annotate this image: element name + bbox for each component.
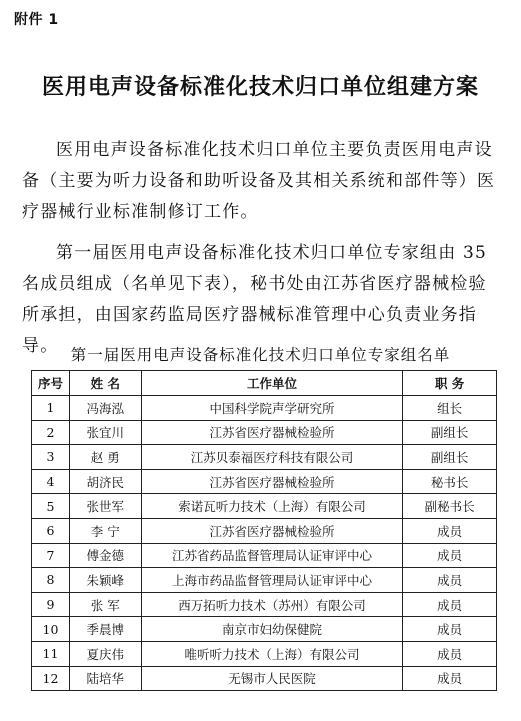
cell-position: 成员: [403, 666, 497, 691]
table-row: [32, 666, 497, 691]
cell-number: 5: [32, 494, 70, 519]
page-title: 医用电声设备标准化技术归口单位组建方案: [41, 75, 479, 100]
cell-position: 成员: [403, 568, 497, 593]
cell-organization: 江苏省医疗器械检验所: [141, 420, 403, 445]
cell-position: 副秘书长: [403, 494, 497, 519]
table-row: [32, 420, 497, 445]
cell-position: 成员: [403, 518, 497, 543]
header-number: 序号: [32, 371, 70, 396]
table-row: [32, 543, 497, 568]
cell-position: 副组长: [403, 445, 497, 470]
paragraph-composition: 第一届医用电声设备标准化技术归口单位专家组由 35 名成员组成（名单见下表），秘书处由江苏省医疗器械检验所承担，由国家药监局医疗器械标准管理中心负责业务指导。: [22, 243, 488, 356]
expert-list-table: [31, 370, 497, 691]
cell-number: 11: [32, 641, 70, 666]
cell-name: 张 军: [69, 592, 141, 617]
table-row: [32, 641, 497, 666]
cell-organization: 江苏省医疗器械检验所: [141, 518, 403, 543]
cell-position: 组长: [403, 396, 497, 421]
cell-position: 成员: [403, 641, 497, 666]
cell-organization: 唯听听力技术（上海）有限公司: [141, 641, 403, 666]
cell-position: 副组长: [403, 420, 497, 445]
cell-number: 10: [32, 617, 70, 642]
cell-name: 傅金德: [69, 543, 141, 568]
table-row: [32, 592, 497, 617]
cell-name: 赵 勇: [69, 445, 141, 470]
table-row: [32, 494, 497, 519]
cell-number: 1: [32, 396, 70, 421]
header-position: 职 务: [403, 371, 497, 396]
cell-number: 7: [32, 543, 70, 568]
table-row: [32, 617, 497, 642]
cell-organization: 江苏省医疗器械检验所: [141, 469, 403, 494]
cell-name: 陆培华: [69, 666, 141, 691]
cell-name: 李 宁: [69, 518, 141, 543]
cell-position: 秘书长: [403, 469, 497, 494]
cell-position: 成员: [403, 617, 497, 642]
cell-name: 冯海泓: [69, 396, 141, 421]
cell-position: 成员: [403, 543, 497, 568]
attachment-label: 附件 1: [14, 12, 59, 28]
cell-number: 3: [32, 445, 70, 470]
cell-number: 2: [32, 420, 70, 445]
header-organization: 工作单位: [141, 371, 403, 396]
table-row: [32, 396, 497, 421]
cell-organization: 中国科学院声学研究所: [141, 396, 403, 421]
cell-number: 8: [32, 568, 70, 593]
cell-number: 4: [32, 469, 70, 494]
cell-organization: 江苏贝泰福医疗科技有限公司: [141, 445, 403, 470]
table-row: [32, 568, 497, 593]
cell-number: 12: [32, 666, 70, 691]
header-name: 姓 名: [69, 371, 141, 396]
cell-organization: 上海市药品监督管理局认证审评中心: [141, 568, 403, 593]
cell-name: 朱颖峰: [69, 568, 141, 593]
cell-name: 夏庆伟: [69, 641, 141, 666]
cell-position: 成员: [403, 592, 497, 617]
cell-organization: 南京市妇幼保健院: [141, 617, 403, 642]
cell-organization: 江苏省药品监督管理局认证审评中心: [141, 543, 403, 568]
cell-name: 季晨博: [69, 617, 141, 642]
table-header-row: [32, 371, 497, 396]
table-row: [32, 469, 497, 494]
cell-number: 6: [32, 518, 70, 543]
cell-number: 9: [32, 592, 70, 617]
cell-organization: 西万拓听力技术（苏州）有限公司: [141, 592, 403, 617]
table-row: [32, 445, 497, 470]
cell-name: 胡济民: [69, 469, 141, 494]
table-caption: 第一届医用电声设备标准化技术归口单位专家组名单: [70, 346, 451, 364]
cell-organization: 索诺瓦听力技术（上海）有限公司: [141, 494, 403, 519]
table-row: [32, 518, 497, 543]
cell-name: 张宜川: [69, 420, 141, 445]
cell-name: 张世军: [69, 494, 141, 519]
paragraph-scope: 医用电声设备标准化技术归口单位主要负责医用电声设备（主要为听力设备和助听设备及其相关系统和部件等）医疗器械行业标准制修订工作。: [22, 140, 496, 222]
cell-organization: 无锡市人民医院: [141, 666, 403, 691]
